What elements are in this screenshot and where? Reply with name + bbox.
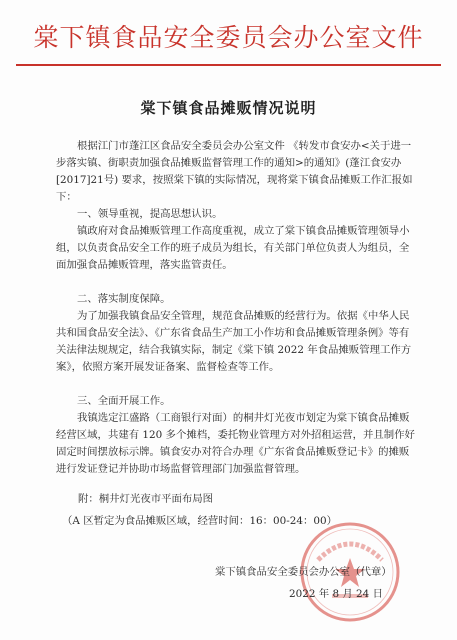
section-heading-1: 一、领导重视，提高思想认识。 [77,208,223,220]
signature-line: 棠下镇食品安全委员会办公室（代章） [215,566,392,578]
section-body-2: 为了加强我镇食品安全管理，规范食品摊贩的经营行为。依据《中华人民共和国食品安全法》、《广东省食品生产加工小作坊和食品摊贩管理条例》等有关法律法规规定，结合我镇实际，制定《棠下镇 2022 年食品摊贩管理工作方案》，依照方案开展发证备案、监督检查等工作。 [56,310,412,373]
section-body-1: 镇政府对食品摊贩管理工作高度重视，成立了棠下镇食品摊贩管理领导小组，以负责食品安全工作的班子成员为组长，有关部门单位负责人为组员，全面加强食品摊贩管理，落实监管责任。 [56,225,410,271]
document-title: 棠下镇食品摊贩情况说明 [140,99,317,117]
signature-date: 2022 年 8 月 24 日 [289,588,383,600]
section-heading-2: 二、落实制度保障。 [77,293,171,305]
attachment-note: （A 区暂定为食品摊贩区域，经营时间：16：00-24：00） [62,515,338,527]
attachment-label: 附：桐井灯光夜市平面布局图 [78,493,214,505]
letterhead-divider [16,64,441,66]
section-body-3: 我镇选定江盛路（工商银行对面）的桐井灯光夜市划定为棠下镇食品摊贩经营区域，共建有 120 多个摊档，委托物业管理方对外招租运营，并且制作好固定时间摆放标示牌。镇食安办对符合办理《广东省食品摊贩登记卡》的摊贩进行发证登记并协助市场监督管理部门加强监督管理。 [56,412,415,475]
intro-paragraph: 根据江门市蓬江区食品安全委员会办公室文件 《转发市食安办<关于进一步落实镇、街职责加强食品摊贩监督管理工作的通知>的通知》(蓬江食安办[2017]21号) 要求，按照棠下镇的实际情况，现将棠下镇食品摊贩工作汇报如下： [56,140,413,203]
section-heading-3: 三、全面开展工作。 [77,395,171,407]
letterhead: 棠下镇食品安全委员会办公室文件 [33,23,424,52]
